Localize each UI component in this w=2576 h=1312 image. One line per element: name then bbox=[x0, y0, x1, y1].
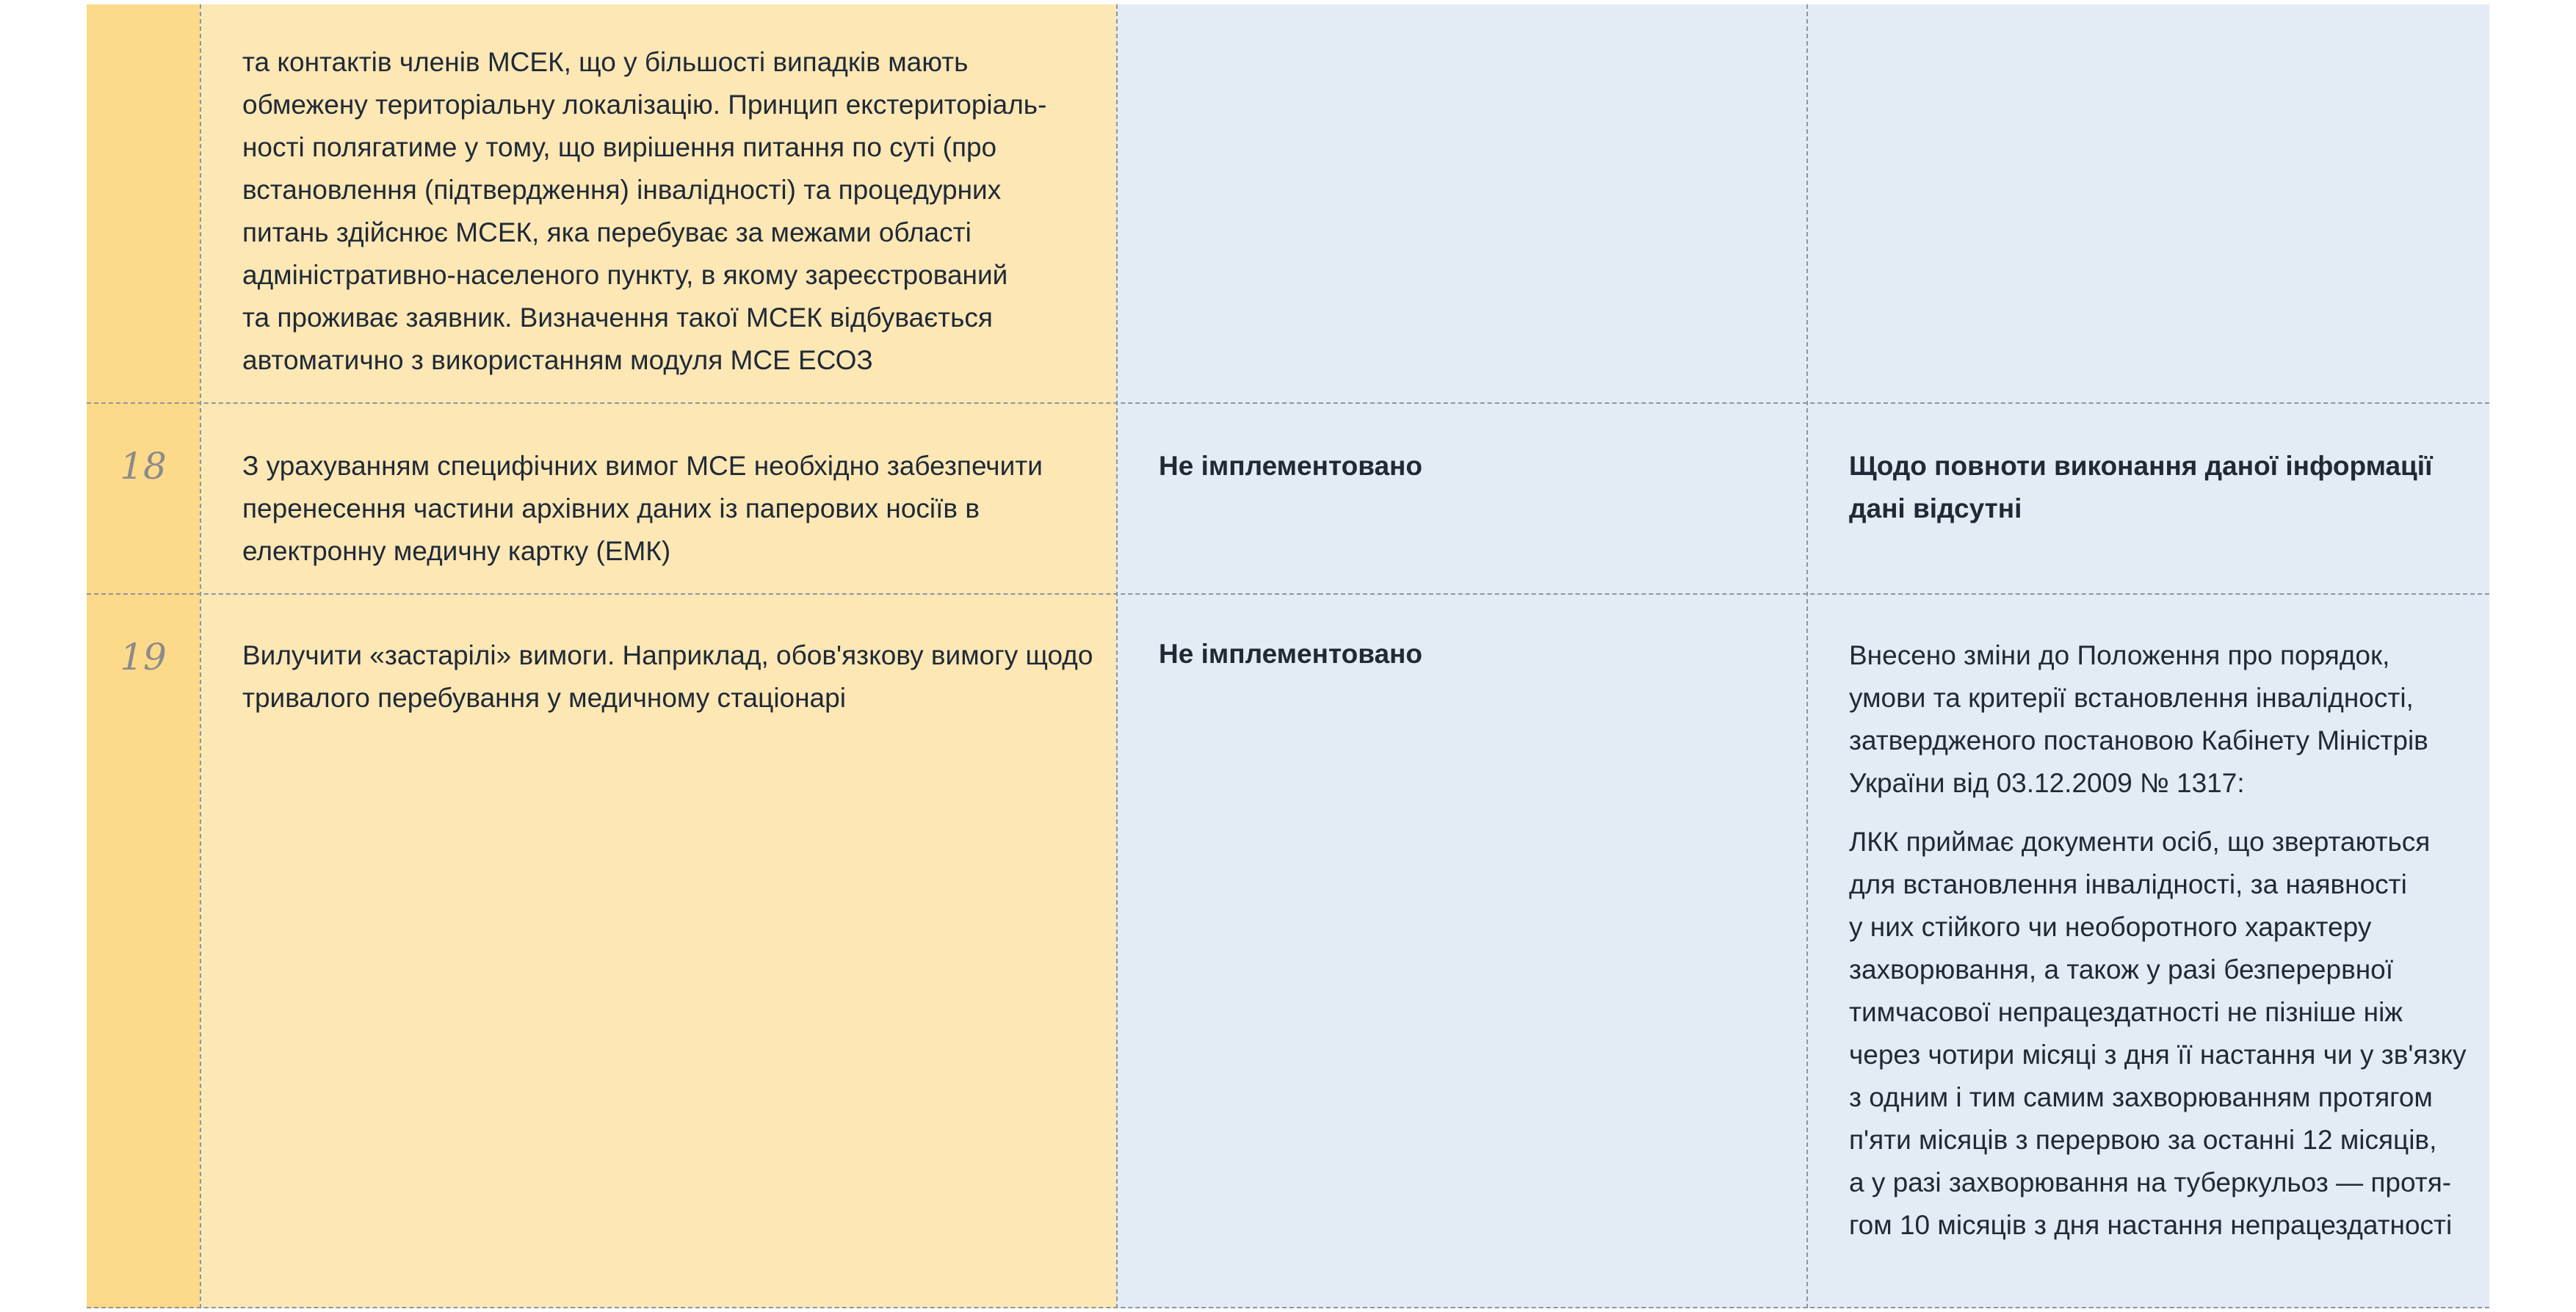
note-paragraph: Внесено зміни до Положення про порядок, умови та критерії встановлення інвалідності, затвердженого постановою Кабінету Міністрів України від 03.12.2009 № 1317: bbox=[1849, 640, 2428, 798]
status-text: Не імплементовано bbox=[1159, 451, 1422, 481]
row-divider bbox=[87, 593, 2489, 595]
column-divider bbox=[200, 4, 201, 1308]
note-paragraph: ЛКК приймає документи осіб, що звертаються для встановлення інвалідності, за наявності у них стійкого чи необоротного характеру захворювання, а також у разі безперервної тимчасової непрацездатності не пізніше ніж через чотири місяці з дня її настання чи у зв'язку з одним і тим самим захворюванням протягом п'яти місяців з перервою за останні 12 місяців, а у разі захворювання на туберкульоз — протя- гом 10 місяців з дня настання непрацездатності bbox=[1849, 827, 2467, 1240]
note-block bbox=[1849, 634, 2481, 1247]
recommendations-table bbox=[87, 4, 2489, 1308]
column-divider bbox=[1806, 4, 1808, 1308]
recommendation-text: Вилучити «застарілі» вимоги. Наприклад, обов'язкову вимогу щодо тривалого перебування у медичному стаціонарі bbox=[242, 640, 1093, 713]
column-divider bbox=[1116, 4, 1118, 1308]
note-text: Щодо повноти виконання даної інформації дані відсутні bbox=[1849, 451, 2433, 523]
row-divider bbox=[87, 402, 2489, 404]
recommendation-text: та контактів членів МСЕК, що у більшості випадків мають обмежену територіальну локалізацію. Принцип екстериторіаль- ності полягатиме у тому, що вирішення питання по суті (про встановлення (підтвердження) інвалідності) та процедурних питань здійснює МСЕК, яка перебуває за межами області адміністративно-населеного пункту, в якому зареєстрований та проживає заявник. Визначення такої МСЕК відбувається автоматично з використанням модуля МСЕ ЕСОЗ bbox=[242, 47, 1047, 375]
status-text: Не імплементовано bbox=[1159, 639, 1422, 669]
row-number: 18 bbox=[120, 445, 167, 488]
recommendation-text: З урахуванням специфічних вимог МСЕ необхідно забезпечити перенесення частини архівних даних із паперових носіїв в електронну медичну картку (ЕМК) bbox=[242, 451, 1043, 566]
row-number: 19 bbox=[120, 636, 167, 678]
row-divider bbox=[87, 1307, 2489, 1308]
